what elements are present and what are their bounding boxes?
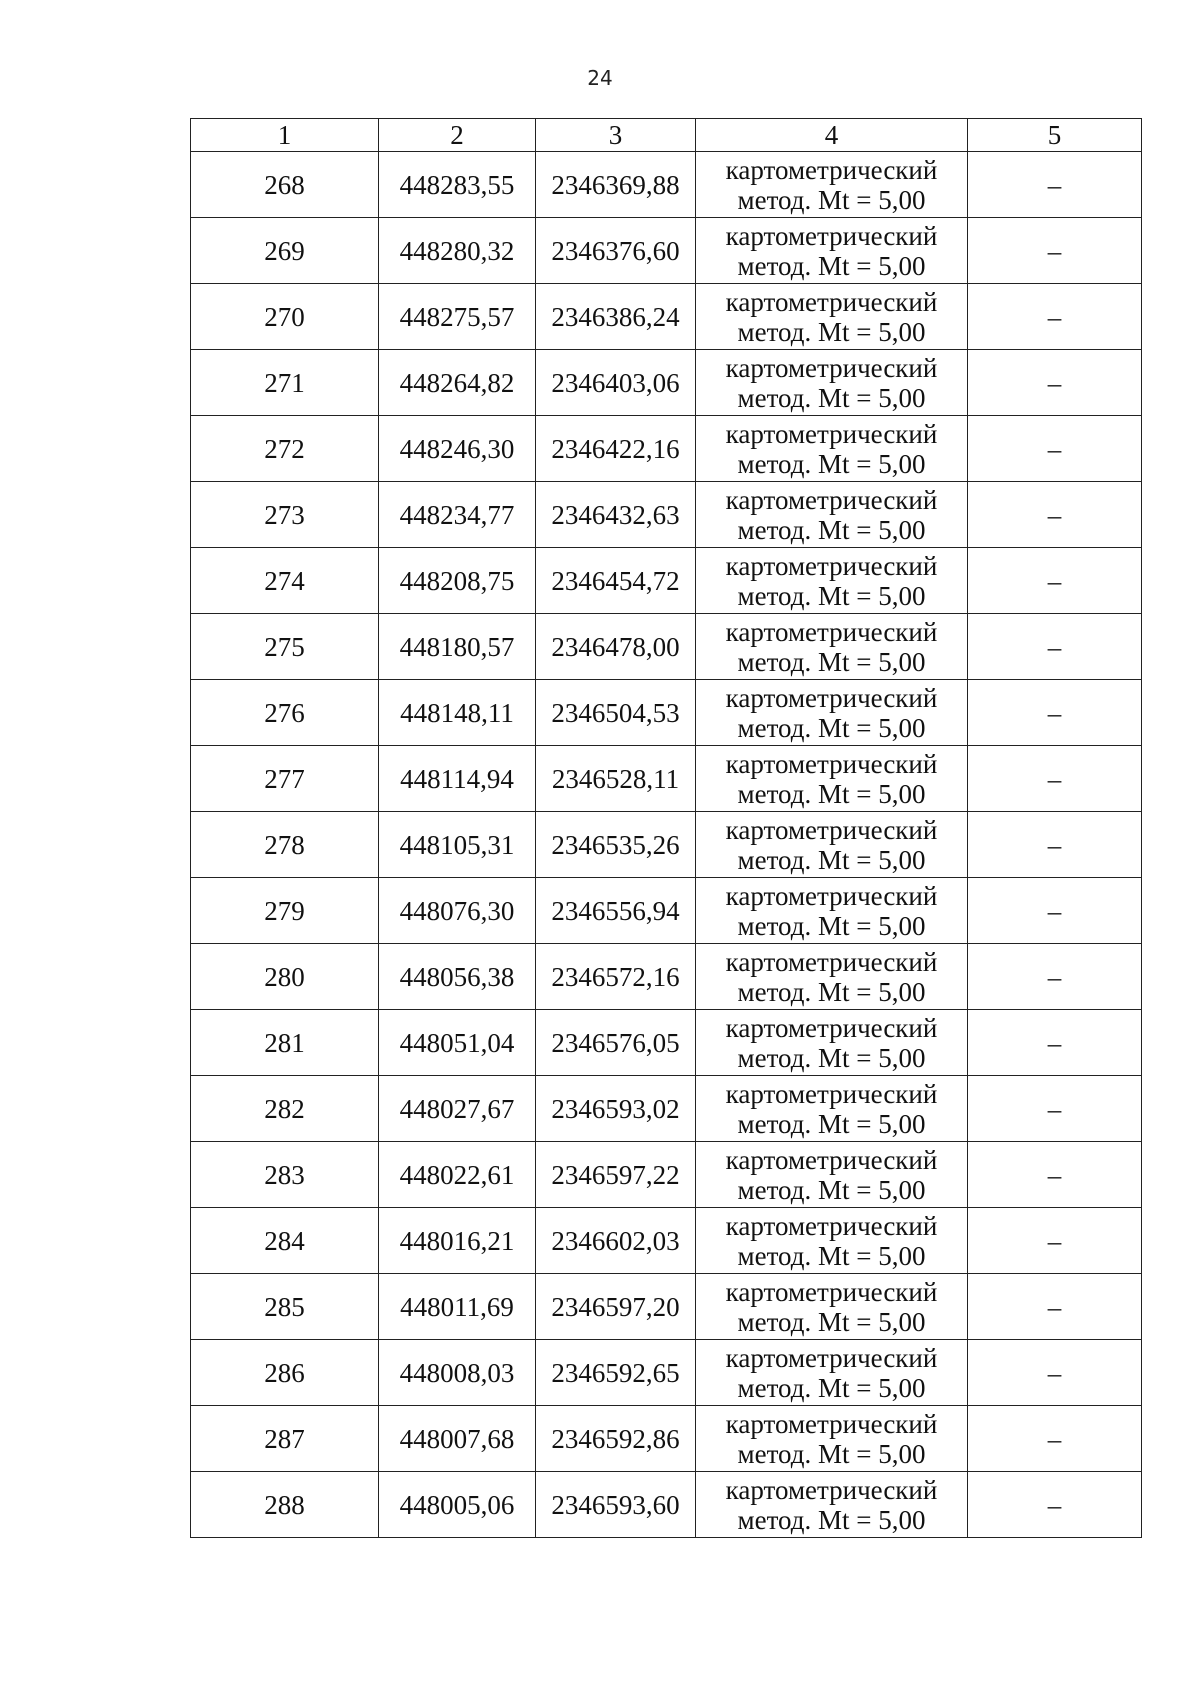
column-header-1: 1	[191, 119, 379, 152]
table-row	[191, 416, 1142, 482]
y-coordinate-cell: 2346602,03	[536, 1208, 696, 1274]
description-cell: –	[968, 416, 1142, 482]
method-cell	[696, 152, 968, 218]
description-cell: –	[968, 350, 1142, 416]
y-coordinate-cell: 2346572,16	[536, 944, 696, 1010]
method-cell	[696, 1010, 968, 1076]
table-row	[191, 1274, 1142, 1340]
method-accuracy: метод. Mt = 5,00	[737, 1174, 926, 1205]
x-coordinate-cell: 448105,31	[379, 812, 536, 878]
method-name: картометрический	[725, 1342, 938, 1373]
method-accuracy: метод. Mt = 5,00	[737, 1438, 926, 1469]
table-row	[191, 1010, 1142, 1076]
description-cell: –	[968, 878, 1142, 944]
description-cell: –	[968, 1010, 1142, 1076]
description-cell: –	[968, 284, 1142, 350]
description-cell: –	[968, 1076, 1142, 1142]
table-row	[191, 1472, 1142, 1538]
x-coordinate-cell: 448005,06	[379, 1472, 536, 1538]
method-cell	[696, 482, 968, 548]
description-cell: –	[968, 218, 1142, 284]
method-name: картометрический	[725, 220, 938, 251]
x-coordinate-cell: 448007,68	[379, 1406, 536, 1472]
point-number-cell: 273	[191, 482, 379, 548]
method-name: картометрический	[725, 616, 938, 647]
method-cell	[696, 680, 968, 746]
x-coordinate-cell: 448275,57	[379, 284, 536, 350]
method-name: картометрический	[725, 1474, 938, 1505]
method-name: картометрический	[725, 682, 938, 713]
table-row	[191, 482, 1142, 548]
column-header-2: 2	[379, 119, 536, 152]
y-coordinate-cell: 2346403,06	[536, 350, 696, 416]
y-coordinate-cell: 2346597,20	[536, 1274, 696, 1340]
x-coordinate-cell: 448234,77	[379, 482, 536, 548]
x-coordinate-cell: 448208,75	[379, 548, 536, 614]
method-name: картометрический	[725, 1144, 938, 1175]
method-cell	[696, 1274, 968, 1340]
table-row	[191, 1406, 1142, 1472]
point-number-cell: 275	[191, 614, 379, 680]
column-header-4: 4	[696, 119, 968, 152]
y-coordinate-cell: 2346592,86	[536, 1406, 696, 1472]
point-number-cell: 278	[191, 812, 379, 878]
method-accuracy: метод. Mt = 5,00	[737, 1042, 926, 1073]
x-coordinate-cell: 448022,61	[379, 1142, 536, 1208]
y-coordinate-cell: 2346478,00	[536, 614, 696, 680]
y-coordinate-cell: 2346454,72	[536, 548, 696, 614]
table-row	[191, 614, 1142, 680]
description-cell: –	[968, 548, 1142, 614]
method-name: картометрический	[725, 154, 938, 185]
point-number-cell: 281	[191, 1010, 379, 1076]
description-cell: –	[968, 1142, 1142, 1208]
x-coordinate-cell: 448076,30	[379, 878, 536, 944]
x-coordinate-cell: 448056,38	[379, 944, 536, 1010]
method-accuracy: метод. Mt = 5,00	[737, 1108, 926, 1139]
table-header-row	[191, 119, 1142, 152]
description-cell: –	[968, 1472, 1142, 1538]
x-coordinate-cell: 448148,11	[379, 680, 536, 746]
x-coordinate-cell: 448051,04	[379, 1010, 536, 1076]
x-coordinate-cell: 448016,21	[379, 1208, 536, 1274]
method-accuracy: метод. Mt = 5,00	[737, 250, 926, 281]
method-name: картометрический	[725, 550, 938, 581]
point-number-cell: 276	[191, 680, 379, 746]
table-row	[191, 218, 1142, 284]
y-coordinate-cell: 2346593,02	[536, 1076, 696, 1142]
method-name: картометрический	[725, 352, 938, 383]
point-number-cell: 288	[191, 1472, 379, 1538]
method-accuracy: метод. Mt = 5,00	[737, 910, 926, 941]
method-name: картометрический	[725, 484, 938, 515]
method-accuracy: метод. Mt = 5,00	[737, 712, 926, 743]
method-accuracy: метод. Mt = 5,00	[737, 1240, 926, 1271]
method-name: картометрический	[725, 1408, 938, 1439]
description-cell: –	[968, 680, 1142, 746]
method-cell	[696, 1076, 968, 1142]
method-accuracy: метод. Mt = 5,00	[737, 844, 926, 875]
method-cell	[696, 1472, 968, 1538]
point-number-cell: 274	[191, 548, 379, 614]
method-name: картометрический	[725, 418, 938, 449]
point-number-cell: 268	[191, 152, 379, 218]
method-cell	[696, 218, 968, 284]
table-row	[191, 1340, 1142, 1406]
y-coordinate-cell: 2346528,11	[536, 746, 696, 812]
table-row	[191, 812, 1142, 878]
method-name: картометрический	[725, 1276, 938, 1307]
description-cell: –	[968, 1406, 1142, 1472]
table-row	[191, 944, 1142, 1010]
method-accuracy: метод. Mt = 5,00	[737, 184, 926, 215]
method-accuracy: метод. Mt = 5,00	[737, 514, 926, 545]
method-name: картометрический	[725, 880, 938, 911]
point-number-cell: 277	[191, 746, 379, 812]
method-cell	[696, 284, 968, 350]
page-number: 24	[587, 66, 613, 90]
x-coordinate-cell: 448027,67	[379, 1076, 536, 1142]
method-cell	[696, 746, 968, 812]
y-coordinate-cell: 2346432,63	[536, 482, 696, 548]
description-cell: –	[968, 944, 1142, 1010]
y-coordinate-cell: 2346422,16	[536, 416, 696, 482]
method-cell	[696, 548, 968, 614]
method-cell	[696, 812, 968, 878]
x-coordinate-cell: 448011,69	[379, 1274, 536, 1340]
table-row	[191, 680, 1142, 746]
x-coordinate-cell: 448180,57	[379, 614, 536, 680]
point-number-cell: 279	[191, 878, 379, 944]
description-cell: –	[968, 482, 1142, 548]
method-cell	[696, 614, 968, 680]
y-coordinate-cell: 2346535,26	[536, 812, 696, 878]
description-cell: –	[968, 812, 1142, 878]
point-number-cell: 280	[191, 944, 379, 1010]
method-cell	[696, 944, 968, 1010]
method-accuracy: метод. Mt = 5,00	[737, 382, 926, 413]
table-row	[191, 1076, 1142, 1142]
table-row	[191, 1208, 1142, 1274]
method-cell	[696, 1208, 968, 1274]
method-accuracy: метод. Mt = 5,00	[737, 316, 926, 347]
point-number-cell: 285	[191, 1274, 379, 1340]
description-cell: –	[968, 1208, 1142, 1274]
y-coordinate-cell: 2346597,22	[536, 1142, 696, 1208]
y-coordinate-cell: 2346376,60	[536, 218, 696, 284]
x-coordinate-cell: 448114,94	[379, 746, 536, 812]
method-accuracy: метод. Mt = 5,00	[737, 580, 926, 611]
x-coordinate-cell: 448283,55	[379, 152, 536, 218]
y-coordinate-cell: 2346576,05	[536, 1010, 696, 1076]
method-name: картометрический	[725, 1012, 938, 1043]
y-coordinate-cell: 2346556,94	[536, 878, 696, 944]
column-header-5: 5	[968, 119, 1142, 152]
method-name: картометрический	[725, 814, 938, 845]
description-cell: –	[968, 614, 1142, 680]
point-number-cell: 283	[191, 1142, 379, 1208]
method-name: картометрический	[725, 946, 938, 977]
method-cell	[696, 350, 968, 416]
table-row	[191, 878, 1142, 944]
point-number-cell: 269	[191, 218, 379, 284]
point-number-cell: 270	[191, 284, 379, 350]
method-accuracy: метод. Mt = 5,00	[737, 646, 926, 677]
coordinates-table	[190, 118, 1142, 1538]
point-number-cell: 286	[191, 1340, 379, 1406]
description-cell: –	[968, 152, 1142, 218]
description-cell: –	[968, 746, 1142, 812]
table-row	[191, 350, 1142, 416]
method-accuracy: метод. Mt = 5,00	[737, 1306, 926, 1337]
method-accuracy: метод. Mt = 5,00	[737, 1372, 926, 1403]
method-name: картометрический	[725, 748, 938, 779]
method-cell	[696, 1340, 968, 1406]
method-cell	[696, 416, 968, 482]
table-row	[191, 152, 1142, 218]
table-row	[191, 548, 1142, 614]
table-row	[191, 1142, 1142, 1208]
method-cell	[696, 1406, 968, 1472]
point-number-cell: 287	[191, 1406, 379, 1472]
method-name: картометрический	[725, 286, 938, 317]
method-accuracy: метод. Mt = 5,00	[737, 448, 926, 479]
method-accuracy: метод. Mt = 5,00	[737, 778, 926, 809]
method-cell	[696, 878, 968, 944]
description-cell: –	[968, 1274, 1142, 1340]
y-coordinate-cell: 2346386,24	[536, 284, 696, 350]
method-name: картометрический	[725, 1210, 938, 1241]
table-row	[191, 746, 1142, 812]
point-number-cell: 282	[191, 1076, 379, 1142]
y-coordinate-cell: 2346504,53	[536, 680, 696, 746]
method-name: картометрический	[725, 1078, 938, 1109]
x-coordinate-cell: 448008,03	[379, 1340, 536, 1406]
x-coordinate-cell: 448246,30	[379, 416, 536, 482]
x-coordinate-cell: 448264,82	[379, 350, 536, 416]
point-number-cell: 284	[191, 1208, 379, 1274]
y-coordinate-cell: 2346369,88	[536, 152, 696, 218]
table-row	[191, 284, 1142, 350]
description-cell: –	[968, 1340, 1142, 1406]
point-number-cell: 272	[191, 416, 379, 482]
method-accuracy: метод. Mt = 5,00	[737, 976, 926, 1007]
y-coordinate-cell: 2346592,65	[536, 1340, 696, 1406]
point-number-cell: 271	[191, 350, 379, 416]
method-accuracy: метод. Mt = 5,00	[737, 1504, 926, 1535]
column-header-3: 3	[536, 119, 696, 152]
x-coordinate-cell: 448280,32	[379, 218, 536, 284]
method-cell	[696, 1142, 968, 1208]
y-coordinate-cell: 2346593,60	[536, 1472, 696, 1538]
